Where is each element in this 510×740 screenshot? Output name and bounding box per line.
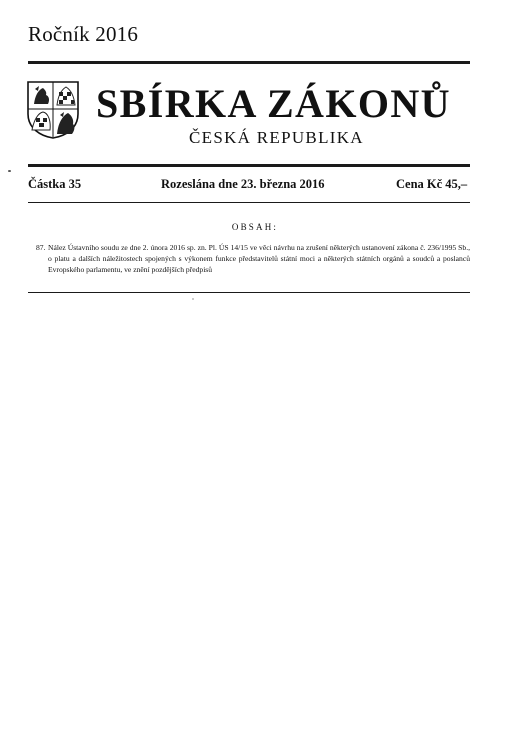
gazette-title: SBÍRKA ZÁKONŮ — [96, 81, 451, 126]
country-subtitle: ČESKÁ REPUBLIKA — [189, 128, 364, 147]
header-bottom-rule — [28, 164, 470, 167]
price: Cena Kč 45,– — [396, 177, 468, 191]
contents-heading: OBSAH: — [231, 222, 279, 232]
top-rule — [28, 61, 470, 64]
contents-bottom-rule — [28, 292, 470, 293]
volume-year: Ročník 2016 — [28, 22, 139, 46]
meta-bottom-rule — [28, 202, 470, 203]
entry-number: 87. — [36, 243, 46, 252]
coat-of-arms-icon — [26, 80, 80, 140]
issue-number: Částka 35 — [28, 177, 82, 191]
scan-speck — [8, 170, 11, 172]
scan-speck — [192, 298, 194, 300]
release-date: Rozeslána dne 23. března 2016 — [161, 177, 325, 191]
entry-text: Nález Ústavního soudu ze dne 2. února 2016 sp. zn. Pl. ÚS 14/15 ve věci návrhu na zrušení některých ustanovení zákona č. 236/1995 Sb., o platu a dalších náležitostech spojených s výkonem funkce představitelů státní moci a některých státních orgánů a soudců a poslanců Evropského parlamentu, ve znění pozdějších předpisů — [48, 243, 470, 275]
